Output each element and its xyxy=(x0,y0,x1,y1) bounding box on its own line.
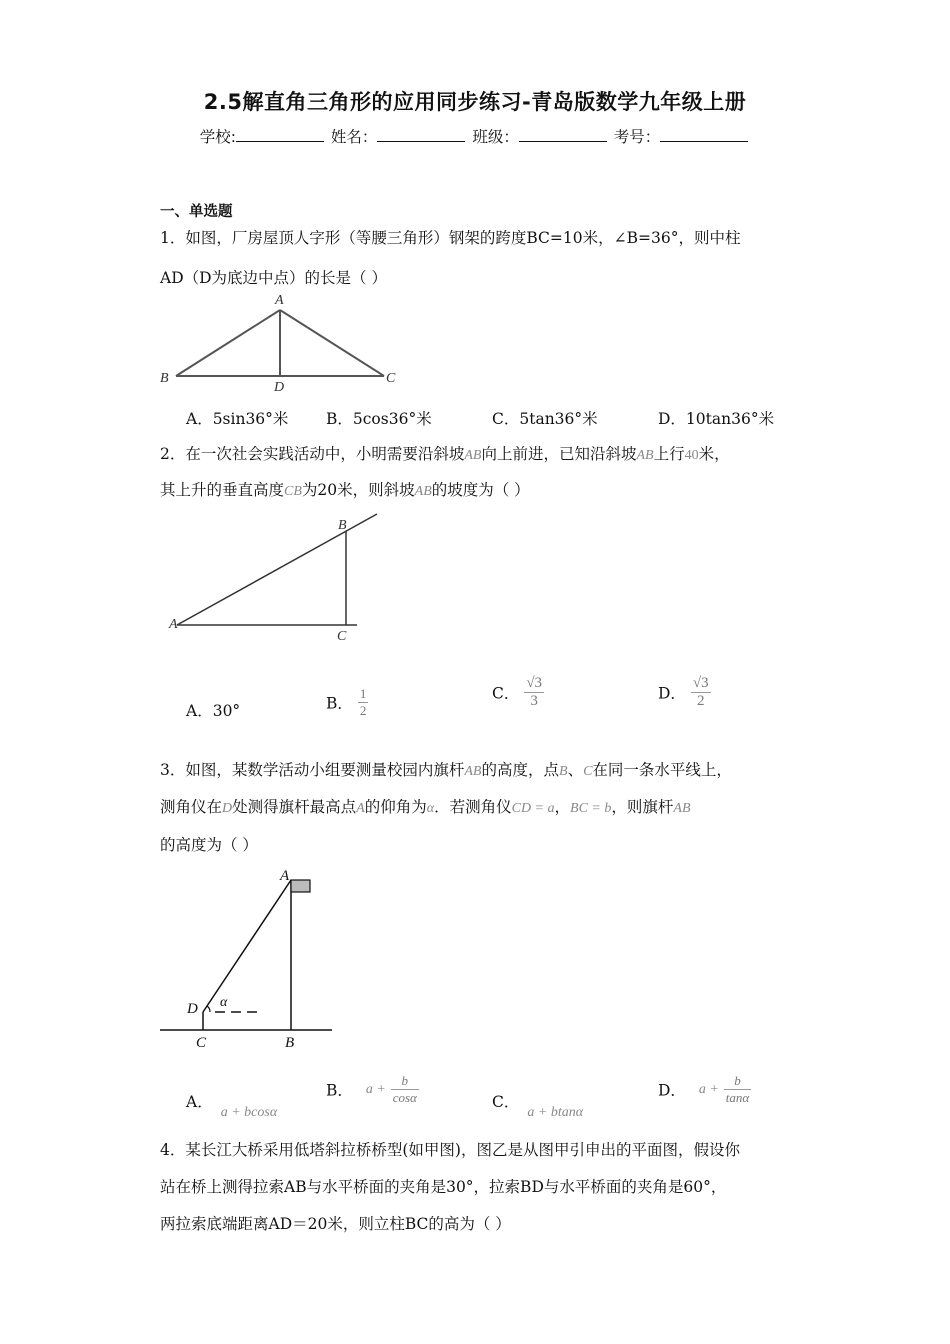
q3-text-6: 的仰角为 xyxy=(364,798,427,816)
exam-no-label: 考号： xyxy=(613,128,661,146)
q2-label-b: B xyxy=(338,518,347,533)
q2-n40: 40 xyxy=(684,448,699,463)
q3-line1 xyxy=(160,758,732,780)
q3-option-c[interactable] xyxy=(492,1090,584,1120)
q2-option-d[interactable] xyxy=(658,675,711,710)
q3-option-d-num: b xyxy=(724,1073,751,1090)
q3-text-4: 测角仪在 xyxy=(160,798,223,816)
name-label: 姓名： xyxy=(330,128,378,146)
q1-figure xyxy=(158,290,398,395)
q3-option-b-num: b xyxy=(391,1073,419,1090)
q3-option-b-label: B． xyxy=(326,1081,353,1100)
class-label: 班级： xyxy=(472,128,519,146)
q2-text-3: 上行 xyxy=(653,445,685,463)
q3-text-1: 3．如图，某数学活动小组要测量校园内旗杆 xyxy=(160,761,465,779)
q3-option-a[interactable] xyxy=(186,1090,278,1120)
q1-label-d: D xyxy=(274,380,285,395)
q3-text-2: 的高度，点 xyxy=(481,761,559,779)
q3-line2 xyxy=(160,795,691,817)
q3-option-d[interactable] xyxy=(658,1073,751,1106)
q2-option-d-label: D． xyxy=(658,684,686,703)
q2-ab-1: AB xyxy=(464,448,482,463)
q1-option-d[interactable]: D．10tan36°米 xyxy=(658,410,775,428)
q2-label-a: A xyxy=(169,617,178,632)
q3-option-a-label: A． xyxy=(186,1093,213,1111)
q3-option-d-label: D． xyxy=(658,1081,686,1100)
q3-d: D xyxy=(222,801,233,816)
q4-line2: 站在桥上测得拉索AB与水平桥面的夹角是30°，拉索BD与水平桥面的夹角是60°， xyxy=(160,1178,727,1196)
q2-option-b-den: 2 xyxy=(359,703,367,718)
q2-option-c[interactable] xyxy=(492,675,544,710)
q3-option-d-pre: a + xyxy=(698,1081,719,1097)
q3-label-a: A xyxy=(280,868,290,884)
q3-option-b-pre: a + xyxy=(365,1081,386,1097)
q2-option-b[interactable] xyxy=(326,686,368,719)
student-info-line xyxy=(0,125,950,147)
q3-comma: ， xyxy=(554,798,571,816)
q1-option-a[interactable]: A．5sin36°米 xyxy=(186,410,289,428)
q3-alpha: α xyxy=(426,801,435,816)
q2-cb: CB xyxy=(284,484,302,499)
q2-text-2: 向上前进，已知沿斜坡 xyxy=(481,445,637,463)
q2-option-c-label: C． xyxy=(492,684,520,703)
q1-label-b: B xyxy=(160,371,169,386)
q3-line3: 的高度为（ ） xyxy=(160,836,258,854)
q1-label-c: C xyxy=(386,371,396,386)
q3-b: B xyxy=(559,764,568,779)
q2-text-4: 米， xyxy=(698,445,730,463)
q1-label-a: A xyxy=(275,293,284,308)
q3-option-c-label: C． xyxy=(492,1093,520,1111)
class-blank[interactable] xyxy=(519,128,607,142)
q2-ab-2: AB xyxy=(636,448,654,463)
q3-option-a-value: a + bcosα xyxy=(220,1105,278,1120)
q3-option-b-den: cosα xyxy=(392,1090,417,1105)
q2-label-c: C xyxy=(337,629,347,644)
q3-label-d: D xyxy=(187,1001,198,1017)
q3-text-5: 处测得旗杆最高点 xyxy=(232,798,357,816)
q3-text-3: 在同一条水平线上， xyxy=(592,761,732,779)
q2-ab-3: AB xyxy=(414,484,432,499)
q3-option-d-fraction xyxy=(724,1073,751,1106)
q1-line2: AD（D为底边中点）的长是（ ） xyxy=(160,269,387,287)
q3-label-alpha: α xyxy=(220,995,228,1010)
q3-c: C xyxy=(583,764,593,779)
q1-line1: 1．如图，厂房屋顶人字形（等腰三角形）钢架的跨度BC=10米，∠B=36°，则中柱 xyxy=(160,229,741,247)
q2-option-d-den: 2 xyxy=(696,693,705,709)
q2-figure xyxy=(165,508,390,648)
q3-text-8: ，则旗杆 xyxy=(611,798,674,816)
q2-line2 xyxy=(160,478,530,500)
section-heading: 一、单选题 xyxy=(160,204,233,220)
q4-line3: 两拉索底端距离AD＝20米，则立柱BC的高为（ ） xyxy=(160,1215,511,1233)
q3-ab-2: AB xyxy=(673,801,691,816)
q1-option-b[interactable]: B．5cos36°米 xyxy=(326,410,432,428)
q2-option-c-den: 3 xyxy=(530,693,538,709)
q3-label-b: B xyxy=(285,1035,295,1051)
school-label: 学校: xyxy=(199,128,236,146)
q4-line1: 4．某长江大桥采用低塔斜拉桥桥型(如甲图)，图乙是从图甲引申出的平面图，假设你 xyxy=(160,1141,740,1159)
q2-text-1: 2．在一次社会实践活动中，小明需要沿斜坡 xyxy=(160,445,465,463)
exam-no-blank[interactable] xyxy=(660,128,748,142)
q3-option-b[interactable] xyxy=(326,1073,419,1106)
q3-option-c-value: a + btanα xyxy=(527,1105,584,1120)
page-title: 2.5解直角三角形的应用同步练习-青岛版数学九年级上册 xyxy=(203,90,747,114)
q3-cd-a: CD = a xyxy=(511,801,555,816)
q2-text-5: 其上升的垂直高度 xyxy=(160,481,285,499)
q2-option-b-fraction xyxy=(358,686,369,719)
school-blank[interactable] xyxy=(236,128,324,142)
q3-label-c: C xyxy=(196,1035,207,1051)
q2-text-7: 的坡度为（ ） xyxy=(431,481,530,499)
q3-option-b-fraction xyxy=(391,1073,419,1106)
q2-option-c-num: √3 xyxy=(526,675,543,691)
q1-option-c[interactable]: C．5tan36°米 xyxy=(492,410,598,428)
q2-option-b-num: 1 xyxy=(359,686,367,701)
q2-option-a-value: 30° xyxy=(212,702,241,720)
q3-text-7: ．若测角仪 xyxy=(434,798,512,816)
q2-option-d-fraction xyxy=(691,675,711,710)
q2-option-d-num: √3 xyxy=(692,675,709,691)
q2-line1 xyxy=(160,442,730,464)
q2-option-a-label: A． xyxy=(186,702,213,720)
name-blank[interactable] xyxy=(377,128,465,142)
q2-option-c-fraction xyxy=(524,675,544,710)
q3-ab-1: AB xyxy=(464,764,482,779)
q2-text-6: 为20米，则斜坡 xyxy=(301,481,415,499)
q3-option-d-den: tanα xyxy=(725,1090,750,1105)
q2-option-b-label: B． xyxy=(326,694,353,713)
q3-figure xyxy=(158,866,338,1056)
q3-bc-b: BC = b xyxy=(570,801,612,816)
q3-a: A xyxy=(356,801,365,816)
q3-sep: 、 xyxy=(567,761,584,779)
q2-option-a[interactable] xyxy=(186,699,240,721)
